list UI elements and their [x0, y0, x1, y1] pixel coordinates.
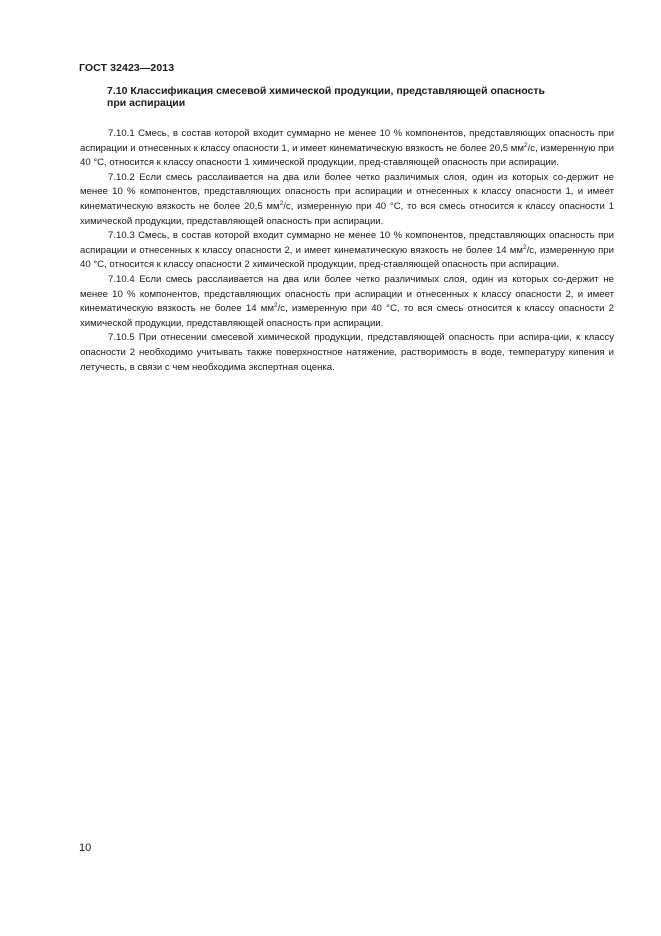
- body-text: [80, 127, 614, 375]
- section-heading-line-2: при аспирации: [107, 97, 186, 109]
- paragraph-text: 7.10.4 Если смесь расслаивается на два или более четко различимых слоя, один из которых со-держит не менее 10 % компонентов, представляющих опасность при аспирации и отнесенных к классу опасности 2, и имеет кинематическую вязкость не более 14 мм: [80, 273, 614, 315]
- paragraph-text: 7.10.3 Смесь, в состав которой входит суммарно не менее 10 % компонентов, представляющих опасность при аспирации и отнесенных к классу опасности 2, и имеет кинематическую вязкость не более 14 мм: [80, 230, 614, 256]
- superscript: 2: [273, 301, 278, 309]
- paragraph-text: /с, измеренную при 40 °С, относится к классу опасности 2 химической продукции, пред-ставляющей опасность при аспирации.: [80, 244, 614, 271]
- section-heading: [107, 85, 607, 109]
- section-heading-line-1: 7.10 Классификация смесевой химической продукции, представляющей опасность: [107, 85, 545, 97]
- document-code: ГОСТ 32423—2013: [79, 62, 175, 74]
- paragraph-7-10-2: [80, 171, 614, 229]
- paragraph-7-10-5: 7.10.5 При отнесении смесевой химической продукции, представляющей опасность при аспира-ции, к классу опасности 2 необходимо учитывать также поверхностное натяжение, растворимость в воде, температуру кипения и летучесть, в связи с чем необходима экспертная оценка.: [80, 332, 614, 373]
- paragraph-7-10-3: [80, 229, 614, 273]
- page-number: 10: [79, 842, 92, 854]
- superscript: 2: [279, 199, 284, 207]
- paragraph-7-10-4: [80, 273, 614, 331]
- superscript: 2: [523, 141, 528, 149]
- paragraph-text: /с, измеренную при 40 °С, то вся смесь относится к классу опасности 2 химической продукции, представляющей опасность при аспирации.: [80, 303, 615, 329]
- paragraph-text: 7.10.2 Если смесь расслаивается на два или более четко различимых слоя, один из которых со-держит не менее 10 % компонентов, представляющих опасность при аспирации и отнесенных к классу опасности 1, и имеет кинематическую вязкость не более 20,5 мм: [80, 171, 614, 212]
- paragraph-7-10-1: [80, 127, 614, 171]
- paragraph-text: /с, измеренную при 40 °С, относится к классу опасности 1 химической продукции, пред-ставляющей опасность при аспирации.: [80, 142, 614, 169]
- paragraph-text: /с, измеренную при 40 °С, то вся смесь относится к классу опасности 1 химической продукции, представляющей опасность при аспирации.: [80, 200, 614, 227]
- superscript: 2: [522, 243, 527, 251]
- paragraph-text: 7.10.1 Смесь, в состав которой входит суммарно не менее 10 % компонентов, представляющих опасность при аспирации и отнесенных к классу опасности 1, и имеет кинематическую вязкость не более 20,5 мм: [80, 128, 614, 154]
